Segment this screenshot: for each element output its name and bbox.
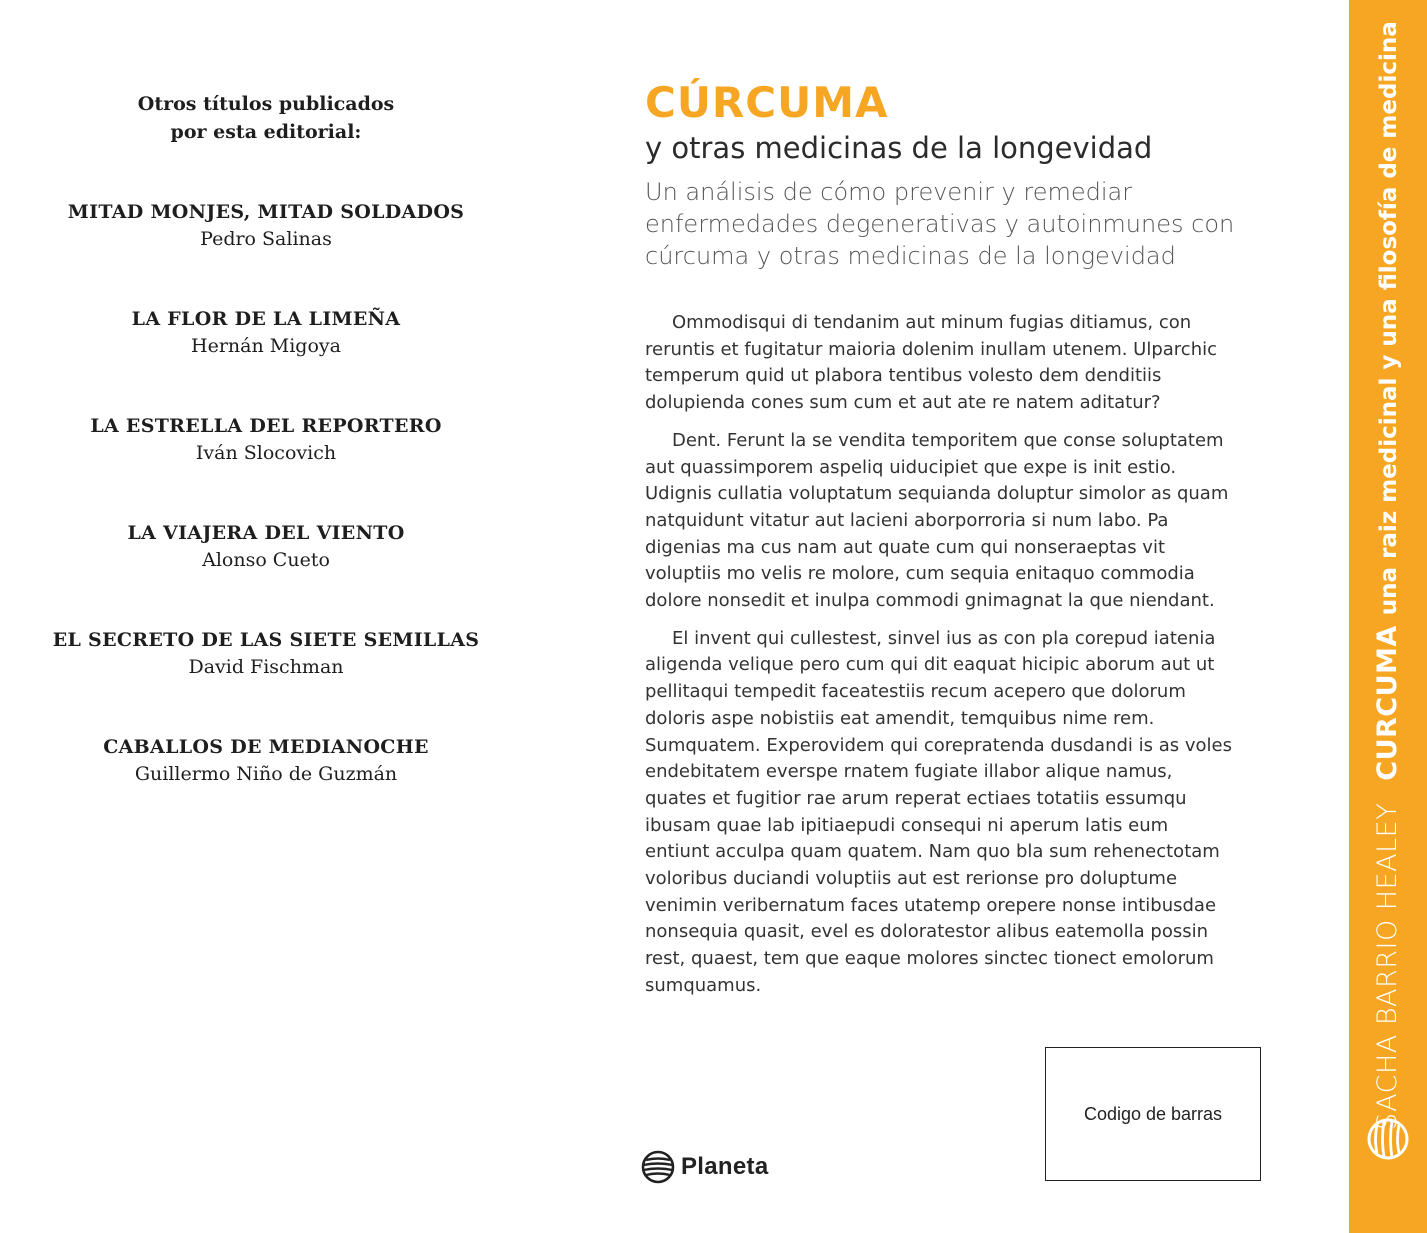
book-title: MITAD MONJES, MITAD SOLDADOS <box>67 201 465 223</box>
globe-icon <box>641 1150 675 1184</box>
book-title: LA FLOR DE LA LIMEÑA <box>131 308 401 330</box>
book-author: Iván Slocovich <box>195 442 337 464</box>
book-author: Alonso Cueto <box>202 549 330 571</box>
book-entry <box>40 305 492 359</box>
spine-title: CURCUMA <box>1372 625 1403 781</box>
book-author: Pedro Salinas <box>200 228 332 250</box>
book-entry <box>40 519 492 573</box>
globe-icon <box>1366 1117 1410 1161</box>
book-title: LA ESTRELLA DEL REPORTERO <box>90 415 442 437</box>
book-author: Hernán Migoya <box>191 335 341 357</box>
book-title: EL SECRETO DE LAS SIETE SEMILLAS <box>52 629 480 651</box>
other-titles-heading <box>40 90 492 146</box>
heading-line-1: Otros títulos publicados <box>137 93 395 115</box>
spine-author: SACHA BARRIO HEALEY <box>1372 802 1403 1130</box>
book-author: Guillermo Niño de Guzmán <box>134 763 398 785</box>
synopsis-paragraph: El invent qui cullestest, sinvel ius as con pla corepud iatenia aligenda velique pero cum qui dit eaquat hicipic aborum aut ut pellitaqui tempedit faceatestiis recum acepero que dolorum doloris aspe nobistiis eat amendit, temquibus nime rem. Sumquatem. Experovidem qui corepratenda dusdandi is as voles endebitatem everspe rnatem fugiate illabor alique namus, quates et fugitior rae arum reperat ectiaes totatiis essumqu ibusam quae lab ipitiaepudi consequi ni aperum latis eum entiunt acculpa quam quatem. Nam quo bla sum rehenectotam voloribus duciandi voluptiis aut est rerionse pro doluptume venimin veribernatum faces utatemp orepere nonse intibusdae nonsequia quasit, evel es doloratestor alibus eatemolla possin rest, quaest, tem que eaque molores sinctec tionect emolorum sumquamus. <box>645 627 1232 996</box>
book-lede: Un análisis de cómo prevenir y remediar enfermedades degenerativas y autoinmunes con cúrcuma y otras medicinas de la longevidad <box>645 178 1235 270</box>
spine <box>1349 0 1427 1233</box>
book-main-title: CÚRCUMA <box>645 78 889 127</box>
publisher-name: Planeta <box>681 1153 769 1180</box>
book-author: David Fischman <box>188 656 344 678</box>
synopsis-paragraph: Ommodisqui di tendanim aut minum fugias ditiamus, con reruntis et fugitatur maioria dolenim inullam utenem. Ulparchic temperum quid ut plabora tentibus volesto dem denditiis dolupienda cones sum cum et aut ate re natem aditatur? <box>645 312 1218 414</box>
book-entry <box>40 412 492 466</box>
book-subtitle: y otras medicinas de la longevidad <box>645 131 1153 165</box>
back-cover <box>645 78 1245 1011</box>
barcode-label: Codigo de barras <box>1083 1103 1223 1124</box>
synopsis <box>645 310 1237 1000</box>
book-entry <box>40 198 492 252</box>
synopsis-paragraph: Dent. Ferunt la se vendita temporitem que conse soluptatem aut quassimporem aspeliq uiducipiet que expe is init estio. Udignis cullatia voluptatum sequianda doluptur simolor as quam natquidunt vitatur aut lacieni aborporroria si num labo. Pa digenias ma cus nam aut quate cum qui nonseraeptas vit voluptiis mo velis re molore, cum sequia enitaquo commodia dolore nonsedit et inulpa commodi gnimagnat la que niendant. <box>645 429 1229 612</box>
publisher-logo <box>641 1149 768 1185</box>
heading-line-2: por esta editorial: <box>170 121 362 143</box>
book-title: LA VIAJERA DEL VIENTO <box>127 522 405 544</box>
barcode-placeholder <box>1045 1047 1261 1181</box>
book-entry <box>40 733 492 787</box>
left-flap <box>40 90 492 840</box>
book-title: CABALLOS DE MEDIANOCHE <box>103 736 429 758</box>
book-entry <box>40 626 492 680</box>
spine-subtitle: una raiz medicinal y una filosofía de medicina <box>1376 21 1402 616</box>
